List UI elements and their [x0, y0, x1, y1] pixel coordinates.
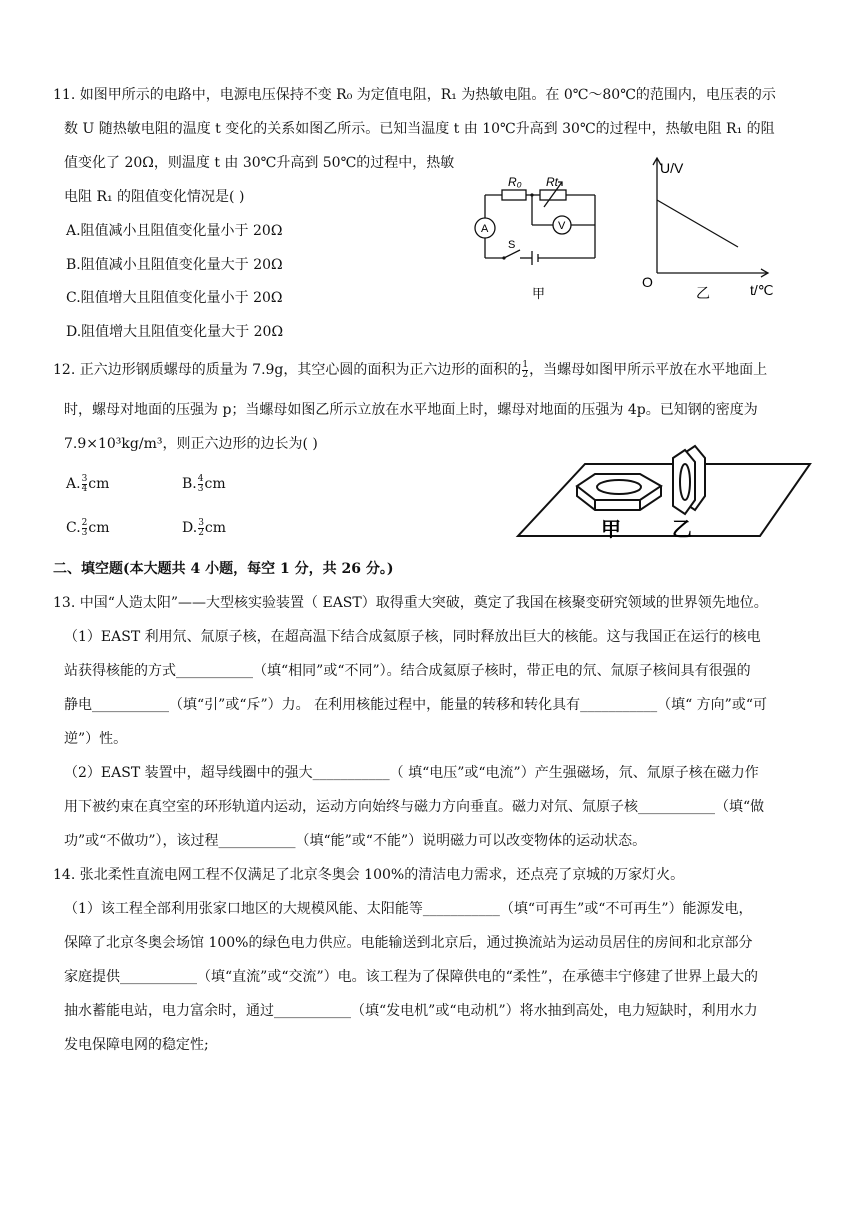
q13-line-8: 功”或“不做功”），该过程___________（填“能”或“不能”）说明磁力可以改变物体的运动状态。 — [64, 833, 647, 849]
option-letter: D. — [182, 520, 198, 536]
label-jia: 甲 — [601, 519, 621, 541]
rt-label: Rt — [546, 175, 558, 189]
q14-line-5: 抽水蓄能电站，电力富余时，通过___________（填“发电机”或“电动机”）将水抽到高处，电力短缺时，利用水力 — [64, 1003, 758, 1019]
graph-yi — [632, 150, 792, 300]
origin-label: O — [642, 274, 653, 290]
q11-option-c: C.阻值增大且阻值变化量小于 20Ω — [66, 290, 283, 306]
q12-line-1 — [53, 360, 767, 380]
frac-denominator: 3 — [197, 483, 204, 494]
q12-line-2: 时，螺母对地面的压强为 p；当螺母如图乙所示立放在水平地面上时，螺母对地面的压强为 4p。已知钢的密度为 — [64, 402, 758, 418]
frac-numerator: 3 — [198, 517, 204, 528]
q13-line-2: （1）EAST 利用氘、氚原子核，在超高温下结合成氦原子核，同时释放出巨大的核能。这与我国正在运行的核电 — [64, 629, 761, 645]
q13-line-4: 静电___________（填“引”或“斥”）力。 在利用核能过程中，能量的转移和转化具有___________（填“ 方向”或“可 — [64, 697, 767, 713]
q12-line-3: 7.9×10³kg/m³，则正六边形的边长为( ) — [64, 436, 318, 452]
option-letter: B. — [182, 476, 197, 492]
resistor-r0 — [502, 190, 526, 200]
voltmeter-label: V — [558, 220, 566, 232]
r0-label: R₀ — [508, 175, 522, 189]
x-axis-label: t/℃ — [750, 282, 774, 298]
q12-option-a — [66, 474, 109, 494]
q12-fraction — [522, 361, 528, 380]
q13-line-1: 13. 中国“人造太阳”——大型核实验装置（ EAST）取得重大突破，奠定了我国在核聚变研究领域的世界领先地位。 — [53, 595, 768, 611]
frac-numerator: 1 — [522, 359, 529, 370]
option-unit: cm — [88, 520, 110, 536]
option-unit: cm — [88, 476, 110, 492]
switch-label: S — [508, 239, 516, 251]
q11-line-4: 电阻 R₁ 的阻值变化情况是( ) — [64, 189, 245, 205]
circuit-diagram-jia — [470, 160, 610, 305]
q11-option-a: A.阻值减小且阻值变化量小于 20Ω — [66, 223, 283, 239]
fig-yi-caption: 乙 — [696, 285, 710, 300]
frac-numerator: 3 — [81, 473, 88, 484]
u-t-line — [657, 200, 738, 247]
q13-line-5: 逆”）性。 — [64, 731, 128, 747]
q14-line-4: 家庭提供___________（填“直流”或“交流”）电。该工程为了保障供电的“柔性”，在承德丰宁修建了世界上最大的 — [64, 969, 758, 985]
q11-line-3: 值变化了 20Ω，则温度 t 由 30℃升高到 50℃的过程中，热敏 — [64, 155, 455, 171]
switch — [504, 250, 520, 258]
q13-line-6: （2）EAST 装置中，超导线圈中的强大___________（ 填“电压”或“电流”）产生强磁场，氘、氚原子核在磁力作 — [64, 765, 759, 781]
q14-line-2: （1）该工程全部利用张家口地区的大规模风能、太阳能等___________（填“可再生”或“不可再生”）能源发电， — [64, 901, 753, 917]
q12-option-d — [182, 518, 226, 538]
q11-option-d: D.阻值增大且阻值变化量大于 20Ω — [66, 324, 284, 340]
q12-line-1-a: 12. 正六边形钢质螺母的质量为 7.9g，其空心圆的面积为正六边形的面积的 — [53, 362, 522, 378]
nut-standing — [673, 446, 705, 514]
frac-denominator: 2 — [198, 527, 204, 538]
q11-line-2: 数 U 随热敏电阻的温度 t 变化的关系如图乙所示。已知当温度 t 由 10℃升高到 30℃的过程中，热敏电阻 R₁ 的阻 — [64, 121, 775, 137]
section-2-heading: 二、填空题(本大题共 4 小题，每空 1 分，共 26 分。) — [53, 561, 394, 577]
option-letter: C. — [66, 520, 81, 536]
frac-numerator: 2 — [81, 517, 88, 528]
fig-jia-caption: 甲 — [532, 286, 546, 301]
nut-flat — [577, 474, 661, 510]
nut-figure — [515, 444, 815, 544]
q12-option-c — [66, 518, 110, 538]
q14-line-6: 发电保障电网的稳定性; — [64, 1037, 209, 1053]
q14-line-3: 保障了北京冬奥会场馆 100%的绿色电力供应。电能输送到北京后，通过换流站为运动员居住的房间和北京部分 — [64, 935, 753, 951]
ammeter-label: A — [481, 223, 489, 235]
q12-option-b — [182, 474, 226, 494]
frac-denominator: 2 — [522, 369, 529, 380]
ground-plane — [518, 464, 810, 536]
q14-line-1: 14. 张北柔性直流电网工程不仅满足了北京冬奥会 100%的清洁电力需求，还点亮了京城的万家灯火。 — [53, 867, 685, 883]
label-yi: 乙 — [672, 519, 692, 541]
q13-line-7: 用下被约束在真空室的环形轨道内运动，运动方向始终与磁力方向垂直。磁力对氘、氚原子核___________（填“做 — [64, 799, 765, 815]
frac-denominator: 4 — [81, 483, 88, 494]
q11-option-b: B.阻值减小且阻值变化量大于 20Ω — [66, 257, 283, 273]
frac-numerator: 4 — [197, 473, 204, 484]
frac-denominator: 3 — [81, 527, 88, 538]
option-letter: A. — [66, 476, 81, 492]
q12-line-1-b: ，当螺母如图甲所示平放在水平地面上 — [529, 362, 768, 378]
option-unit: cm — [204, 520, 227, 536]
y-axis-label: U/V — [660, 160, 684, 176]
option-unit: cm — [204, 476, 226, 492]
q11-line-1: 11. 如图甲所示的电路中，电源电压保持不变 R₀ 为定值电阻，R₁ 为热敏电阻。在 0℃～80℃的范围内，电压表的示 — [53, 87, 776, 103]
q13-line-3: 站获得核能的方式___________（填“相同”或“不同”）。结合成氦原子核时，带正电的氘、氚原子核间具有很强的 — [64, 663, 751, 679]
